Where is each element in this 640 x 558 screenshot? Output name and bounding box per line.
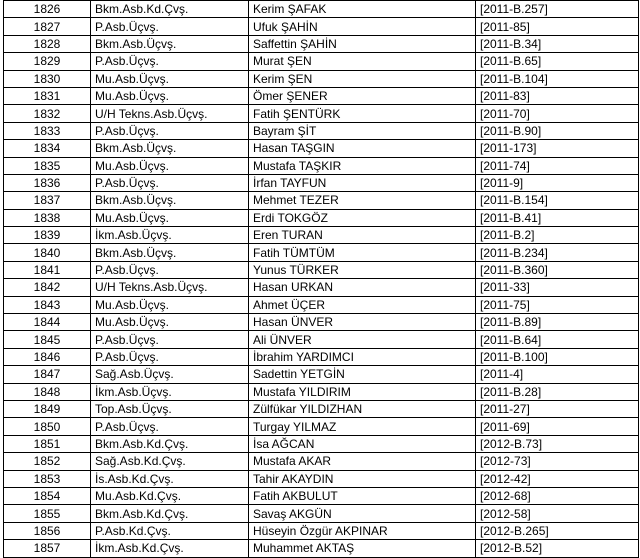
rank-cell: P.Asb.Üçvş. <box>91 122 249 139</box>
table-row <box>4 227 639 244</box>
table-row <box>4 35 639 52</box>
name-cell: Kerim ŞEN <box>249 70 476 87</box>
rank-cell: Mu.Asb.Üçvş. <box>91 87 249 104</box>
rank-cell: Bkm.Asb.Kd.Çvş. <box>91 1 249 18</box>
name-cell: Mehmet TEZER <box>249 192 476 209</box>
rank-cell: Mu.Asb.Üçvş. <box>91 70 249 87</box>
table-row <box>4 400 639 417</box>
name-cell: Savaş AKGÜN <box>249 505 476 522</box>
reference-cell: [2011-B.41] <box>476 209 639 226</box>
row-number-cell: 1846 <box>4 348 91 365</box>
name-cell: Saffettin ŞAHİN <box>249 35 476 52</box>
row-number-cell: 1854 <box>4 487 91 504</box>
table-row <box>4 418 639 435</box>
table-row <box>4 192 639 209</box>
reference-cell: [2012-73] <box>476 453 639 470</box>
rank-cell: Mu.Asb.Üçvş. <box>91 209 249 226</box>
table-row <box>4 122 639 139</box>
reference-cell: [2012-B.52] <box>476 540 639 557</box>
reference-cell: [2011-B.34] <box>476 35 639 52</box>
reference-cell: [2012-B.265] <box>476 522 639 539</box>
name-cell: İsa AĞCAN <box>249 435 476 452</box>
table-row <box>4 244 639 261</box>
rank-cell: P.Asb.Üçvş. <box>91 348 249 365</box>
rank-cell: İkm.Asb.Üçvş. <box>91 383 249 400</box>
row-number-cell: 1832 <box>4 105 91 122</box>
row-number-cell: 1856 <box>4 522 91 539</box>
row-number-cell: 1848 <box>4 383 91 400</box>
reference-cell: [2011-B.89] <box>476 314 639 331</box>
reference-cell: [2011-B.360] <box>476 261 639 278</box>
table-row <box>4 348 639 365</box>
row-number-cell: 1837 <box>4 192 91 209</box>
table-row <box>4 522 639 539</box>
reference-cell: [2012-B.73] <box>476 435 639 452</box>
rank-cell: Bkm.Asb.Üçvş. <box>91 192 249 209</box>
row-number-cell: 1836 <box>4 174 91 191</box>
rank-cell: Top.Asb.Üçvş. <box>91 400 249 417</box>
table-row <box>4 540 639 557</box>
row-number-cell: 1830 <box>4 70 91 87</box>
name-cell: İrfan TAYFUN <box>249 174 476 191</box>
name-cell: Ömer ŞENER <box>249 87 476 104</box>
name-cell: Fatih ŞENTÜRK <box>249 105 476 122</box>
row-number-cell: 1841 <box>4 261 91 278</box>
rank-cell: İs.Asb.Kd.Çvş. <box>91 470 249 487</box>
reference-cell: [2011-B.64] <box>476 331 639 348</box>
reference-cell: [2011-B.90] <box>476 122 639 139</box>
reference-cell: [2011-B.65] <box>476 53 639 70</box>
reference-cell: [2011-70] <box>476 105 639 122</box>
name-cell: Hasan TAŞGIN <box>249 140 476 157</box>
name-cell: Ufuk ŞAHİN <box>249 18 476 35</box>
row-number-cell: 1835 <box>4 157 91 174</box>
rank-cell: Sağ.Asb.Kd.Çvş. <box>91 453 249 470</box>
name-cell: Ali ÜNVER <box>249 331 476 348</box>
name-cell: Sadettin YETGİN <box>249 366 476 383</box>
name-cell: Hasan ÜNVER <box>249 314 476 331</box>
row-number-cell: 1850 <box>4 418 91 435</box>
table-row <box>4 331 639 348</box>
table-row <box>4 261 639 278</box>
rank-cell: Mu.Asb.Üçvş. <box>91 296 249 313</box>
name-cell: Erdi TOKGÖZ <box>249 209 476 226</box>
rank-cell: İkm.Asb.Kd.Çvş. <box>91 540 249 557</box>
rank-cell: P.Asb.Üçvş. <box>91 174 249 191</box>
rank-cell: İkm.Asb.Üçvş. <box>91 227 249 244</box>
name-cell: Mustafa AKAR <box>249 453 476 470</box>
table-row <box>4 505 639 522</box>
reference-cell: [2012-68] <box>476 487 639 504</box>
name-cell: Turgay YILMAZ <box>249 418 476 435</box>
table-row <box>4 105 639 122</box>
reference-cell: [2011-173] <box>476 140 639 157</box>
row-number-cell: 1838 <box>4 209 91 226</box>
row-number-cell: 1831 <box>4 87 91 104</box>
row-number-cell: 1827 <box>4 18 91 35</box>
name-cell: Kerim ŞAFAK <box>249 1 476 18</box>
table-row <box>4 157 639 174</box>
name-cell: Ahmet ÜÇER <box>249 296 476 313</box>
rank-cell: U/H Tekns.Asb.Üçvş. <box>91 105 249 122</box>
table-row <box>4 383 639 400</box>
row-number-cell: 1847 <box>4 366 91 383</box>
row-number-cell: 1839 <box>4 227 91 244</box>
reference-cell: [2011-83] <box>476 87 639 104</box>
table-row <box>4 18 639 35</box>
name-cell: Mustafa TAŞKIR <box>249 157 476 174</box>
reference-cell: [2011-75] <box>476 296 639 313</box>
table-row <box>4 87 639 104</box>
reference-cell: [2011-B.154] <box>476 192 639 209</box>
rank-cell: Mu.Asb.Üçvş. <box>91 314 249 331</box>
row-number-cell: 1852 <box>4 453 91 470</box>
reference-cell: [2011-B.2] <box>476 227 639 244</box>
row-number-cell: 1849 <box>4 400 91 417</box>
table-row <box>4 1 639 18</box>
reference-cell: [2011-B.257] <box>476 1 639 18</box>
reference-cell: [2011-27] <box>476 400 639 417</box>
rank-cell: Mu.Asb.Kd.Çvş. <box>91 487 249 504</box>
reference-cell: [2011-B.104] <box>476 70 639 87</box>
reference-cell: [2011-33] <box>476 279 639 296</box>
table-row <box>4 140 639 157</box>
row-number-cell: 1833 <box>4 122 91 139</box>
reference-cell: [2011-69] <box>476 418 639 435</box>
row-number-cell: 1829 <box>4 53 91 70</box>
reference-cell: [2012-58] <box>476 505 639 522</box>
rank-cell: P.Asb.Üçvş. <box>91 261 249 278</box>
reference-cell: [2011-4] <box>476 366 639 383</box>
table-row <box>4 470 639 487</box>
table-row <box>4 209 639 226</box>
table-row <box>4 435 639 452</box>
rank-cell: Bkm.Asb.Kd.Çvş. <box>91 435 249 452</box>
table-row <box>4 487 639 504</box>
table-row <box>4 296 639 313</box>
name-cell: Hasan URKAN <box>249 279 476 296</box>
row-number-cell: 1845 <box>4 331 91 348</box>
rank-cell: P.Asb.Üçvş. <box>91 418 249 435</box>
row-number-cell: 1843 <box>4 296 91 313</box>
row-number-cell: 1844 <box>4 314 91 331</box>
table-row <box>4 279 639 296</box>
name-cell: Zülfükar YILDIZHAN <box>249 400 476 417</box>
rank-cell: P.Asb.Kd.Çvş. <box>91 522 249 539</box>
row-number-cell: 1853 <box>4 470 91 487</box>
row-number-cell: 1857 <box>4 540 91 557</box>
table-row <box>4 53 639 70</box>
table-row <box>4 174 639 191</box>
row-number-cell: 1851 <box>4 435 91 452</box>
row-number-cell: 1828 <box>4 35 91 52</box>
name-cell: Murat ŞEN <box>249 53 476 70</box>
rank-cell: Bkm.Asb.Üçvş. <box>91 35 249 52</box>
personnel-table-body <box>4 1 639 558</box>
row-number-cell: 1842 <box>4 279 91 296</box>
reference-cell: [2011-B.234] <box>476 244 639 261</box>
table-row <box>4 453 639 470</box>
rank-cell: P.Asb.Üçvş. <box>91 331 249 348</box>
name-cell: Fatih AKBULUT <box>249 487 476 504</box>
row-number-cell: 1834 <box>4 140 91 157</box>
reference-cell: [2011-9] <box>476 174 639 191</box>
table-row <box>4 366 639 383</box>
reference-cell: [2011-85] <box>476 18 639 35</box>
name-cell: Hüseyin Özgür AKPINAR <box>249 522 476 539</box>
name-cell: Mustafa YILDIRIM <box>249 383 476 400</box>
reference-cell: [2012-42] <box>476 470 639 487</box>
reference-cell: [2011-B.28] <box>476 383 639 400</box>
table-row <box>4 314 639 331</box>
row-number-cell: 1855 <box>4 505 91 522</box>
rank-cell: P.Asb.Üçvş. <box>91 18 249 35</box>
name-cell: Tahir AKAYDIN <box>249 470 476 487</box>
rank-cell: Bkm.Asb.Üçvş. <box>91 140 249 157</box>
name-cell: Bayram ŞİT <box>249 122 476 139</box>
row-number-cell: 1826 <box>4 1 91 18</box>
table-row <box>4 70 639 87</box>
rank-cell: Mu.Asb.Üçvş. <box>91 157 249 174</box>
personnel-list-sheet <box>3 0 635 558</box>
rank-cell: Bkm.Asb.Üçvş. <box>91 244 249 261</box>
name-cell: Yunus TÜRKER <box>249 261 476 278</box>
reference-cell: [2011-B.100] <box>476 348 639 365</box>
personnel-table <box>3 0 639 558</box>
rank-cell: U/H Tekns.Asb.Üçvş. <box>91 279 249 296</box>
reference-cell: [2011-74] <box>476 157 639 174</box>
name-cell: Muhammet AKTAŞ <box>249 540 476 557</box>
name-cell: Eren TURAN <box>249 227 476 244</box>
rank-cell: Sağ.Asb.Üçvş. <box>91 366 249 383</box>
name-cell: Fatih TÜMTÜM <box>249 244 476 261</box>
name-cell: İbrahim YARDIMCI <box>249 348 476 365</box>
rank-cell: P.Asb.Üçvş. <box>91 53 249 70</box>
rank-cell: Bkm.Asb.Kd.Çvş. <box>91 505 249 522</box>
row-number-cell: 1840 <box>4 244 91 261</box>
